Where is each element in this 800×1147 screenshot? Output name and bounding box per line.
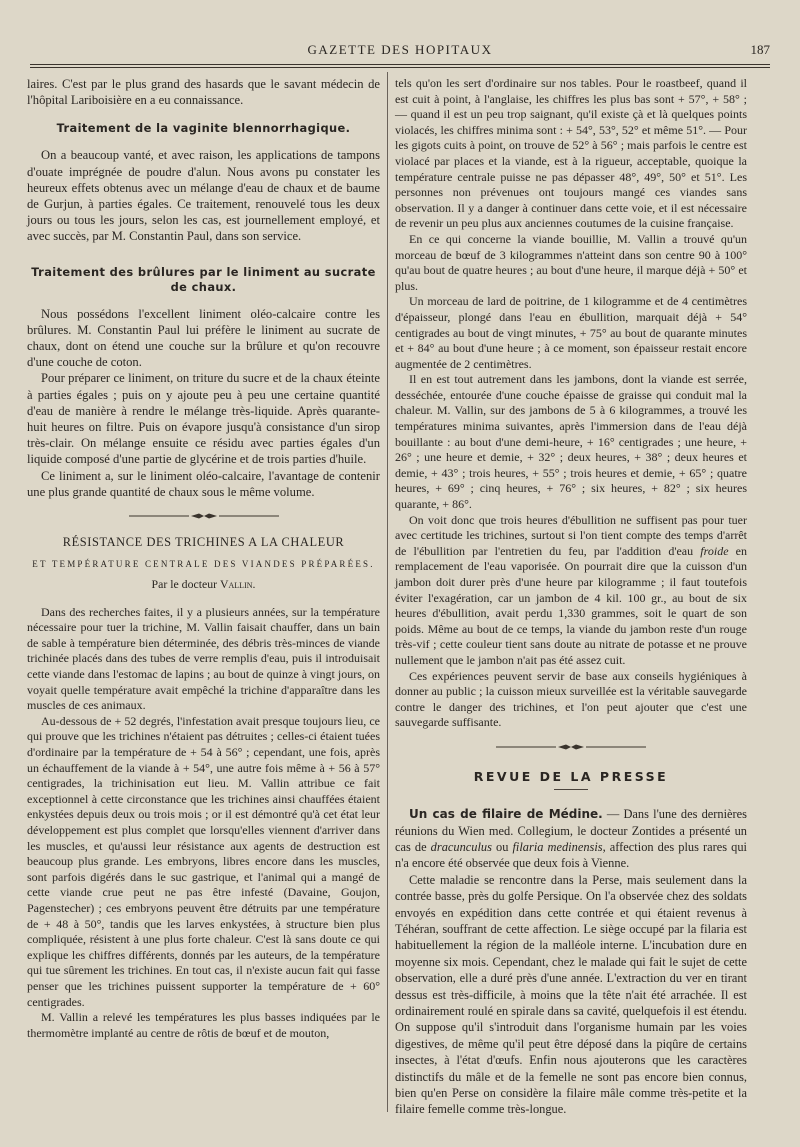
left-column	[27, 76, 380, 1041]
italic-word: froide	[700, 543, 729, 558]
text-run: , affection des plus rares qui n'a encore été observée que deux fois à Vienne.	[395, 839, 747, 871]
text-run: On voit donc que trois heures d'ébullition ne suffisent pas pour tuer avec certitude les trichines, surtout si l'on tient compte des temps d'arrêt de l'ébullition par l'entretien du feu, par l'addition d'eau	[395, 512, 747, 558]
paragraph: Ce liniment a, sur le liniment oléo-calcaire, l'avantage de contenir une plus grande quantité de chaux sous le même volume.	[27, 468, 380, 499]
section-rule	[554, 789, 588, 790]
column-divider	[387, 72, 388, 1112]
text-run: en remplacement de l'eau vaporisée. On pourrait dire que la cuisson d'un jambon doit durer près d'une heure par kilogramme ; il faut toutefois éviter l'exagération, car un jambon de 4 kil. 100 gr., au bout de six heures d'ébullition, avait perdu 1,330 grammes, soit le quart de son poids. Même au bout de ce temps, la viande du jambon reste d'un rouge très-vif ; cette couleur tient sans doute au nitrate de potasse et ne prouve nullement que le jambon n'ait pas été assez cuit.	[395, 543, 747, 667]
journal-title: GAZETTE DES HOPITAUX	[307, 42, 493, 57]
paragraph: Pour préparer ce liniment, on triture du sucre et de la chaux éteinte à parties égales ; puis on y ajoute peu à peu une certaine quantité d'eau de manière à rendre le mélange très-liquide. Après quarante-huit heures on filtre. Puis on évapore jusqu'à consistance d'un sirop très-clair. On mélange ensuite ce résidu avec parties égales d'un liquide composé d'une partie de glycérine et de trois parties d'huile.	[27, 371, 380, 467]
paragraph: M. Vallin a relevé les températures les plus basses indiquées par le thermomètre implanté au centre de rôtis de bœuf et de mouton,	[27, 1010, 380, 1040]
paragraph: On a beaucoup vanté, et avec raison, les applications de tampons d'ouate imprégnée de poudre d'alun. Nous avons pu constater les heureux effets obtenus avec un mélange d'eau de chaux et de baume de Gurjun, à parties égales. Ce traitement, renouvelé tous les deux jours ou tous les jours, selon les cas, est journellement employé, et avec succès, par M. Constantin Paul, dans son service.	[27, 148, 380, 244]
text-run: ou	[491, 839, 513, 854]
byline-prefix: Par le docteur	[151, 577, 218, 592]
section-heading-vaginite: Traitement de la vaginite blennorrhagique.	[56, 121, 351, 136]
ornament-divider	[496, 743, 646, 751]
paragraph: Ces expériences peuvent servir de base aux conseils hygiéniques à donner au public ; la cuisson mieux surveillée est la véritable sauvegarde contre le danger des trichines, et l'on peut ajouter que c'est une sauvegarde suffisante.	[395, 668, 747, 730]
paragraph: Au-dessous de + 52 degrés, l'infestation avait presque toujours lieu, ce qui prouve que les trichines n'étaient pas détruites ; celles-ci étaient tuées d'ordinaire par la température de + 54 à 56° ; cependant, une fois, après un échauffement de la viande à + 54°, une autre fois même à + 56 à 57° centigrades, la trichinisation eut lieu. M. Vallin attribue ce fait exceptionnel à cette circonstance que les trichines ainsi chauffées étaient enkystées depuis deux ou trois mois ; or il est démontré qu'à cet état leur développement est plus complet que lorsqu'elles viennent d'arriver dans les muscles, et qu'aussi leur résistance aux agents de destruction est beaucoup plus grande. Les embryons, libres encore dans les muscles, sont parfois digérés dans le suc gastrique, et l'animal qui a mangé de cette viande crue peut ne pas être infesté (Davaine, Goujon, Pagenstecher) ; ces embryons peuvent être détruits par une température de + 48 à 50°, tandis que les larves enkystées, à structure bien plus compliquée, résistent à une plus forte chaleur. C'est là sans doute ce qui explique les chiffres différents, donnés par les auteurs, de la température qui tue sûrement les trichines. En tout cas, il n'existe aucun fait qui fasse penser que les trichines puissent supporter la température de + 60° centigrades.	[27, 713, 380, 1009]
paragraph: En ce qui concerne la viande bouillie, M. Vallin a trouvé qu'un morceau de bœuf de 3 kilogrammes n'atteint dans son centre 90 à 100° qu'au bout de quatre heures ; au bout d'une heure, il marque déjà + 50° et plus.	[395, 231, 747, 293]
italic-term: dracunculus	[430, 839, 492, 854]
paragraph: Nous possédons l'excellent liniment oléo-calcaire contre les brûlures. M. Constantin Paul lui préfère le liniment au sucrate de chaux, dont on étend une couche sur la brûlure et qu'on recouvre d'une couche de coton.	[27, 306, 380, 370]
article-subtitle: ET TEMPÉRATURE CENTRALE DES VIANDES PRÉPARÉES.	[32, 559, 375, 570]
item-lead: Un cas de filaire de Médine.	[409, 807, 603, 822]
ornament-divider	[129, 512, 279, 520]
continued-paragraph: tels qu'on les sert d'ordinaire sur nos tables. Pour le roastbeef, quand il est cuit à point, à l'anglaise, les chiffres les plus bas sont + 57°, + 58° ; — quand il est un peu trop saignant, qu'il existe çà et là quelques points violacés, les chiffres minima sont : + 54°, 53°, 52° et même 51°. — Pour les gigots cuits à point, on trouve de 52° à 56° ; mais parfois le centre est violacé par places et la viande, est à la rigueur, acceptable, quoique la température centrale puisse ne pas dépasser 48°, 49°, 50° et 51°. Les personnes non prévenues ont toujours mangé ces viandes sans observation. Il y a danger à continuer dans cette voie, et il est nécessaire de revenir un peu plus aux anciennes coutumes de la cuisine française.	[395, 76, 747, 231]
article-byline	[27, 576, 380, 592]
right-column	[395, 76, 747, 1118]
section-heading-revue: REVUE DE LA PRESSE	[473, 768, 669, 784]
paragraph	[395, 806, 747, 872]
text-run: — Dans l'une des dernières réunions du Wien med. Collegium, le docteur Zontides a présenté un cas de	[395, 807, 747, 854]
article-title: RÉSISTANCE DES TRICHINES A LA CHALEUR	[62, 535, 345, 550]
paragraph	[395, 513, 747, 669]
paragraph: Dans des recherches faites, il y a plusieurs années, sur la température nécessaire pour tuer la trichine, M. Vallin faisait chauffer, dans un bain de sable à température bien déterminée, des débris très-minces de viande trichinée placés dans des tubes de verre remplis d'eau, puis il introduisait cette viande dans l'estomac de lapins ; au bout de quinze à vingt jours, on voyait quelle température avait empêché la trichine d'apparaître dans les muscles de ces animaux.	[27, 604, 380, 713]
running-head	[30, 38, 770, 62]
header-rule	[30, 64, 770, 68]
byline-author: Vallin.	[220, 577, 256, 592]
paragraph: Il en est tout autrement dans les jambons, dont la viande est serrée, desséchée, entourée d'une couche épaisse de graisse qui conduit mal la chaleur. M. Vallin, sur des jambons de 5 à 6 kilogrammes, a trouvé les températures minima suivantes, après l'immersion dans de l'eau déjà bouillante : au bout d'une demi-heure, + 16° centigrades ; une heure, + 26° ; une heure et demie, + 32° ; deux heures, + 38° ; deux heures et demie, + 43° ; trois heures, + 55° ; trois heures et demie, + 65° ; quatre heures, + 69° ; cinq heures, + 76° ; six heures, + 82° ; six heures quarante, + 86°.	[395, 372, 747, 512]
page-number: 187	[750, 42, 770, 57]
paragraph: Un morceau de lard de poitrine, de 1 kilogramme et de 4 centimètres d'épaisseur, plongé dans l'eau en ébullition, marquait déjà + 54° centigrades au bout de vingt minutes, + 75° au bout de quarante minutes et + 84° au bout d'une heure ; à ce moment, son épaisseur restait encore augmentée de 2 centimètres.	[395, 294, 747, 371]
continued-paragraph: laires. C'est par le plus grand des hasards que le savant médecin de l'hôpital Lariboisière en a eu connaissance.	[27, 77, 380, 108]
section-heading-brulures: Traitement des brûlures par le liniment au sucrate de chaux.	[31, 264, 376, 294]
italic-term: filaria medinensis	[512, 839, 603, 854]
paragraph: Cette maladie se rencontre dans la Perse, mais seulement dans la contrée basse, près du golfe Persique. On l'a observée chez des soldats envoyés en expédition dans cette contrée et qui étaient revenus à Téhéran, souffrant de cette affection. Le siège occupé par la filaria est habituellement la région de la malléole interne. L'incubation dure en moyenne six mois. Cependant, chez le malade qui fait le sujet de cette observation, elle a duré près d'une année. L'extraction du ver en tirant dessus est très-difficile, à moins que la tête n'ait été arrachée. Il est ordinairement roulé en spirale dans sa cavité, quelquefois il est étendu. On suppose qu'il s'introduit dans l'organisme humain par les voies digestives, de même qu'il peut être déposé dans la piqûre de certains insectes, à l'état d'œufs. Enfin nous ajouterons que les caractères distinctifs du mâle et de la femelle ne sont pas encore bien connus, bien qu'en Perse on considère la filaire mâle comme très-petite et la filaire femelle comme très-longue.	[395, 872, 747, 1117]
